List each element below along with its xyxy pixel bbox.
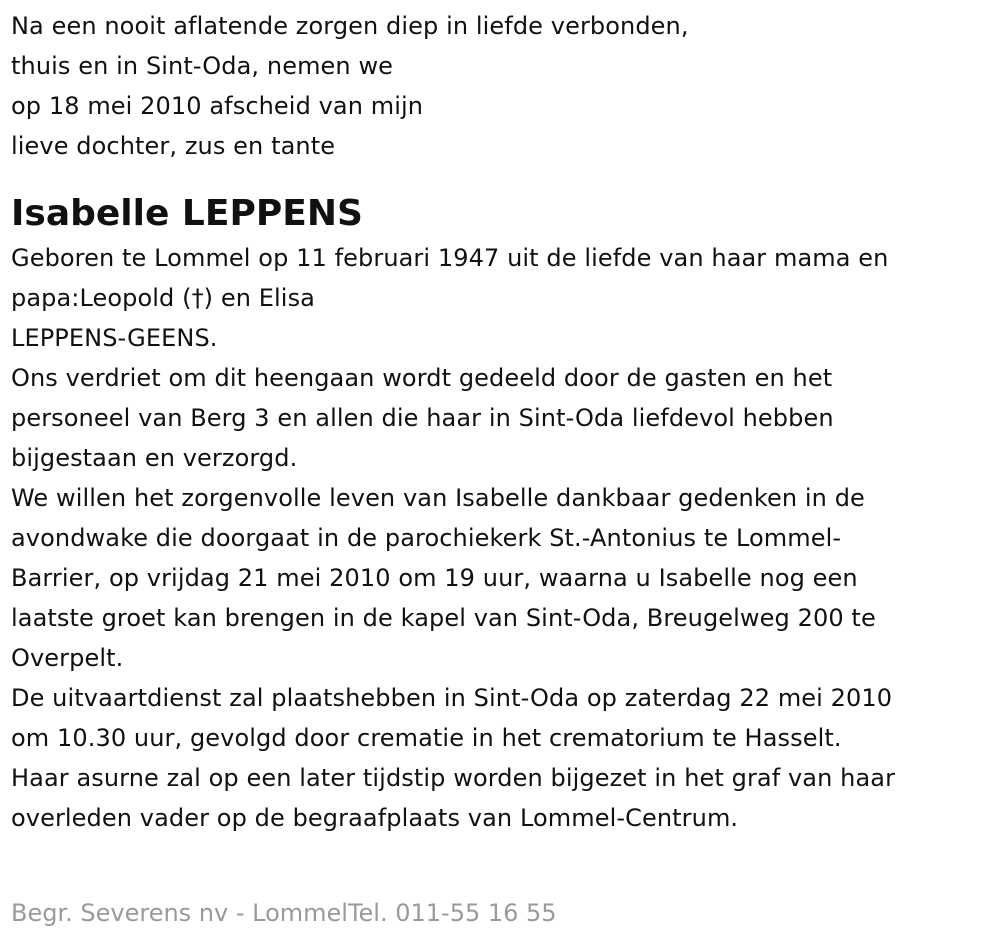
- body-line: We willen het zorgenvolle leven van Isabelle dankbaar gedenken in de: [11, 484, 865, 512]
- body-line: Geboren te Lommel op 11 februari 1947 uit de liefde van haar mama en: [11, 244, 889, 272]
- body-line: laatste groet kan brengen in de kapel van Sint-Oda, Breugelweg 200 te: [11, 604, 876, 632]
- body-line: Ons verdriet om dit heengaan wordt gedeeld door de gasten en het: [11, 364, 833, 392]
- intro-line: lieve dochter, zus en tante: [11, 132, 336, 160]
- body-line: om 10.30 uur, gevolgd door crematie in het crematorium te Hasselt.: [11, 724, 842, 752]
- body-line: Overpelt.: [11, 644, 124, 672]
- body-line: personeel van Berg 3 en allen die haar in Sint-Oda liefdevol hebben: [11, 404, 834, 432]
- body-line: papa:Leopold (†) en Elisa: [11, 284, 315, 312]
- section-spacer: [11, 166, 991, 190]
- body-line: De uitvaartdienst zal plaatshebben in Sint-Oda op zaterdag 22 mei 2010: [11, 684, 893, 712]
- obituary-notice: [11, 6, 991, 838]
- deceased-name: Isabelle LEPPENS: [11, 193, 363, 234]
- intro-line: op 18 mei 2010 afscheid van mijn: [11, 92, 424, 120]
- body-line: Haar asurne zal op een later tijdstip worden bijgezet in het graf van haar: [11, 764, 896, 792]
- intro-block: [11, 6, 991, 166]
- body-text-block: [11, 238, 991, 838]
- intro-line: thuis en in Sint-Oda, nemen we: [11, 52, 394, 80]
- body-line: bijgestaan en verzorgd.: [11, 444, 298, 472]
- body-line: avondwake die doorgaat in de parochiekerk St.-Antonius te Lommel-: [11, 524, 842, 552]
- body-line: Barrier, op vrijdag 21 mei 2010 om 19 uur, waarna u Isabelle nog een: [11, 564, 858, 592]
- funeral-home-footer: Begr. Severens nv - LommelTel. 011-55 16 55: [11, 899, 557, 927]
- body-line: overleden vader op de begraafplaats van Lommel-Centrum.: [11, 804, 739, 832]
- body-line: LEPPENS-GEENS.: [11, 324, 218, 352]
- intro-line: Na een nooit aflatende zorgen diep in liefde verbonden,: [11, 12, 689, 40]
